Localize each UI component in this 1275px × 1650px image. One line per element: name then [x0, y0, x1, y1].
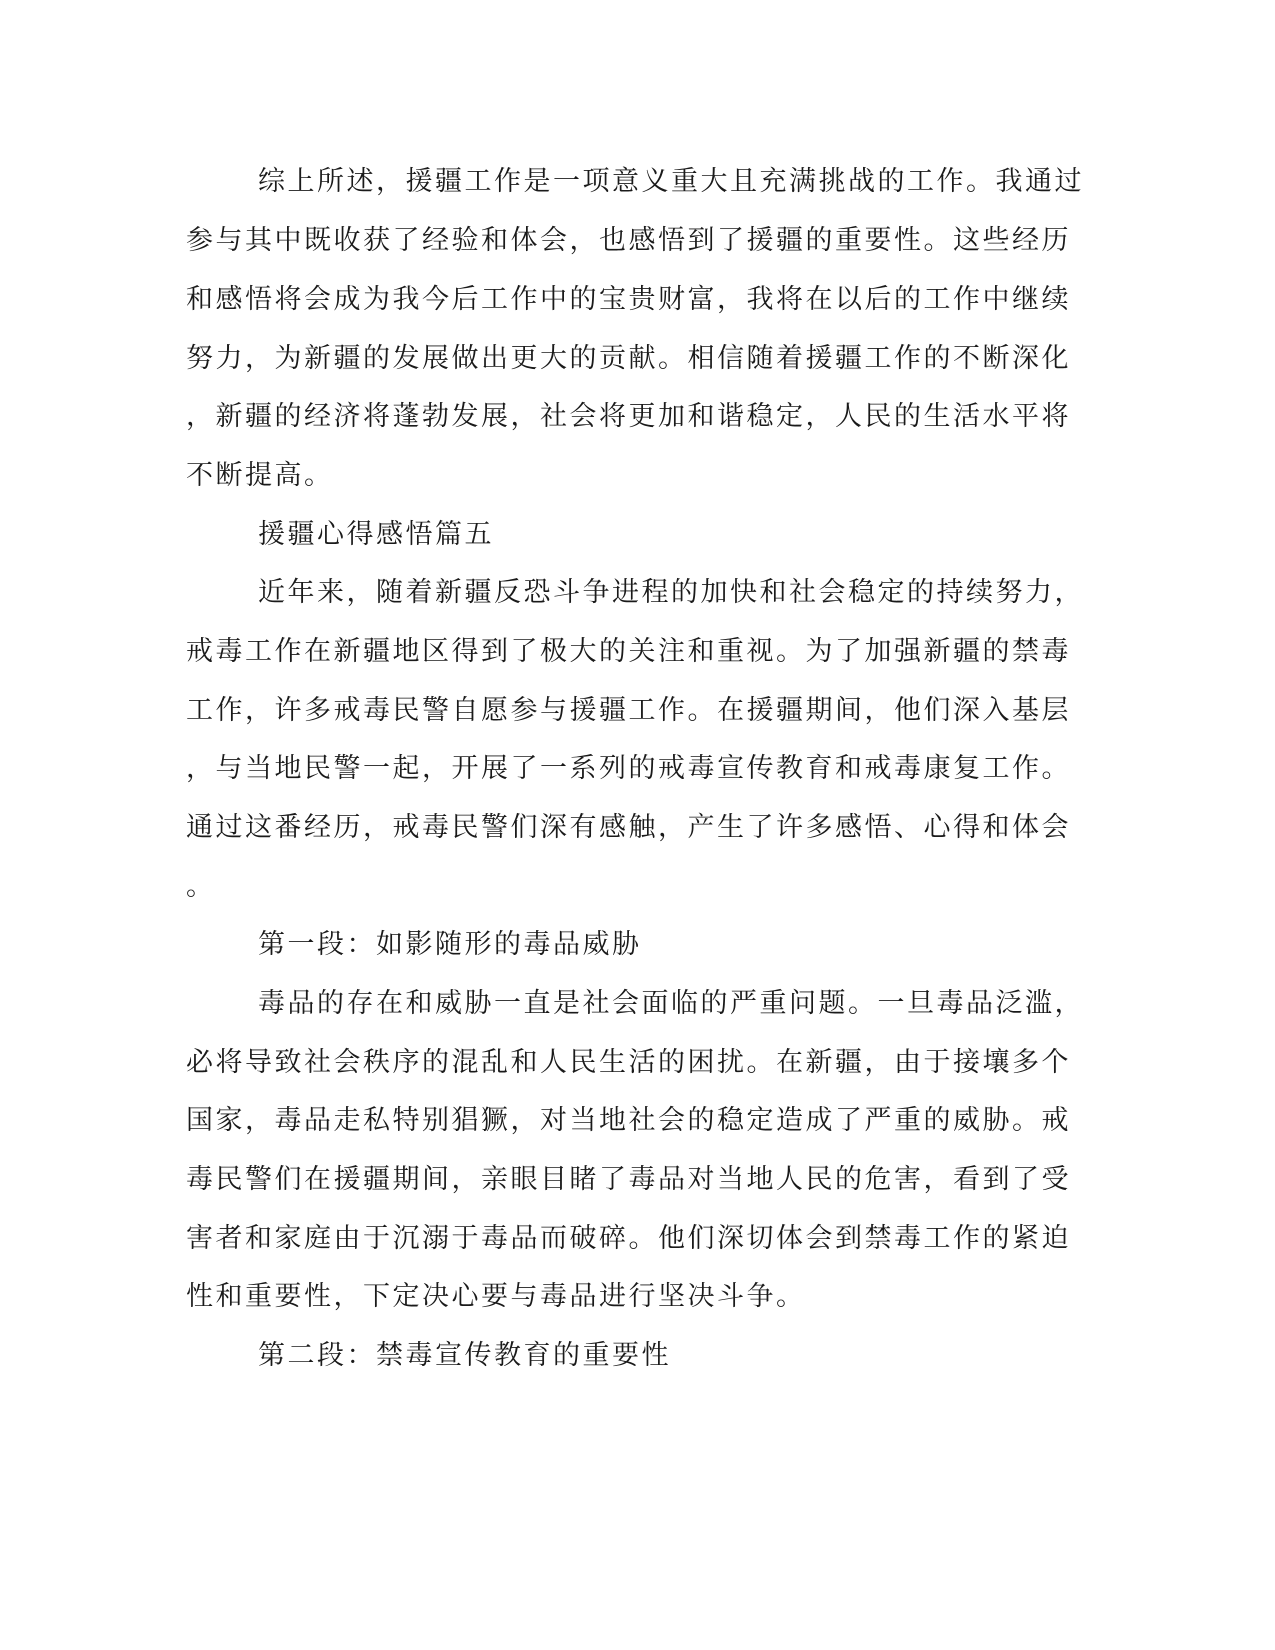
paragraph-2-line-6: 。 — [186, 871, 216, 902]
paragraph-2-line-2: 戒毒工作在新疆地区得到了极大的关注和重视。为了加强新疆的禁毒 — [186, 636, 1071, 667]
subheading-2: 第二段：禁毒宣传教育的重要性 — [258, 1340, 671, 1371]
paragraph-1-line-2: 参与其中既收获了经验和体会，也感悟到了援疆的重要性。这些经历 — [186, 225, 1071, 256]
paragraph-3-line-1: 毒品的存在和威胁一直是社会面临的严重问题。一旦毒品泛滥， — [258, 988, 1084, 1019]
paragraph-2-line-1: 近年来，随着新疆反恐斗争进程的加快和社会稳定的持续努力， — [258, 577, 1084, 608]
paragraph-2-line-3: 工作，许多戒毒民警自愿参与援疆工作。在援疆期间，他们深入基层 — [186, 695, 1071, 726]
paragraph-3-line-3: 国家，毒品走私特别猖獗，对当地社会的稳定造成了严重的威胁。戒 — [186, 1105, 1071, 1136]
paragraph-1-line-1: 综上所述，援疆工作是一项意义重大且充满挑战的工作。我通过 — [258, 166, 1084, 197]
paragraph-1-line-3: 和感悟将会成为我今后工作中的宝贵财富，我将在以后的工作中继续 — [186, 284, 1071, 315]
paragraph-3-line-4: 毒民警们在援疆期间，亲眼目睹了毒品对当地人民的危害，看到了受 — [186, 1164, 1071, 1195]
paragraph-2-line-4: ，与当地民警一起，开展了一系列的戒毒宣传教育和戒毒康复工作。 — [186, 753, 1071, 784]
paragraph-1-line-5: ，新疆的经济将蓬勃发展，社会将更加和谐稳定，人民的生活水平将 — [186, 401, 1071, 432]
paragraph-3-line-5: 害者和家庭由于沉溺于毒品而破碎。他们深切体会到禁毒工作的紧迫 — [186, 1223, 1071, 1254]
paragraph-3-line-6: 性和重要性，下定决心要与毒品进行坚决斗争。 — [186, 1281, 806, 1312]
paragraph-1-line-6: 不断提高。 — [186, 460, 334, 491]
section-heading: 援疆心得感悟篇五 — [258, 519, 494, 550]
paragraph-1-line-4: 努力，为新疆的发展做出更大的贡献。相信随着援疆工作的不断深化 — [186, 343, 1071, 374]
subheading-1: 第一段：如影随形的毒品威胁 — [258, 929, 642, 960]
paragraph-2-line-5: 通过这番经历，戒毒民警们深有感触，产生了许多感悟、心得和体会 — [186, 812, 1071, 843]
paragraph-3-line-2: 必将导致社会秩序的混乱和人民生活的困扰。在新疆，由于接壤多个 — [186, 1047, 1071, 1078]
